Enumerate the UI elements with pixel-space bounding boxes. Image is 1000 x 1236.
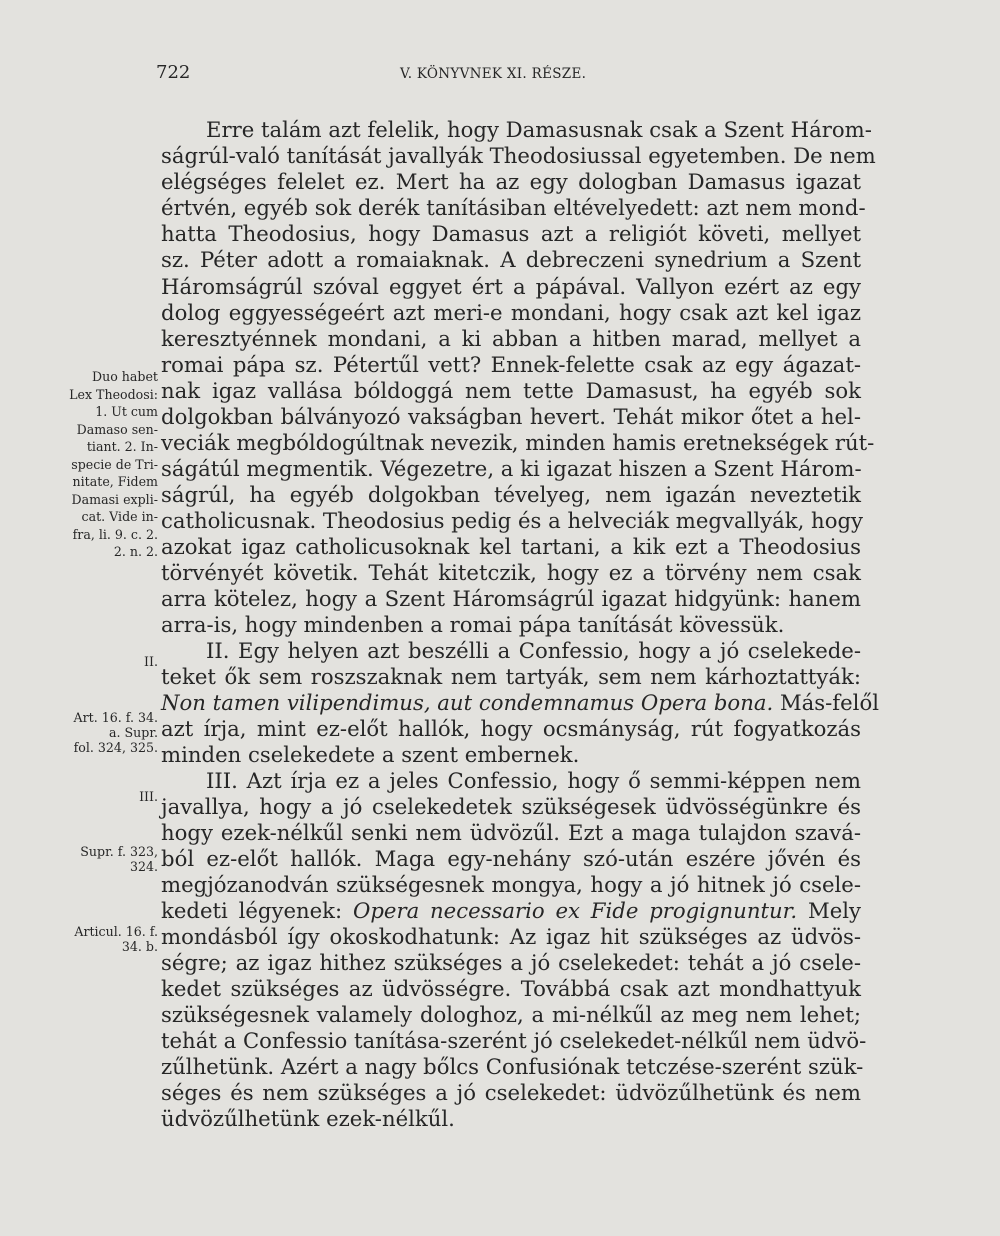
margin-note-line: Articul. 16. f. — [74, 924, 158, 939]
text-line: értvén, egyéb sok derék tanításiban eltévelyedett: azt nem mond- — [161, 195, 866, 220]
text-line: keresztyénnek mondani, a ki abban a hitben marad, mellyet a — [161, 326, 861, 351]
margin-note-line: cat. Vide in- — [81, 509, 158, 524]
margin-note-line: Duo habet — [92, 369, 158, 384]
latin-quote: Non tamen vilipendimus, aut condemnamus Opera bona. — [161, 690, 774, 715]
margin-note-line: tiant. 2. In- — [86, 439, 158, 454]
text-line: dolgokban bálványozó vakságban hevert. Tehát mikor őtet a hel- — [161, 404, 861, 429]
text-line: arra-is, hogy mindenben a romai pápa tanítását kövessük. — [161, 612, 785, 637]
margin-note-line: 1. Ut cum — [95, 404, 158, 419]
text-line: szükségesnek valamely dologhoz, a mi-nélkűl az meg nem lehet; — [161, 1002, 861, 1027]
text-line: séges és nem szükséges a jó cselekedet: üdvözűlhetünk és nem — [161, 1080, 861, 1105]
text-line: ságrúl, ha egyéb dolgokban tévelyeg, nem igazán neveztetik — [161, 482, 861, 507]
margin-note-line: Art. 16. f. 34. — [73, 710, 158, 725]
text-line: zűlhetünk. Azért a nagy bőlcs Confusiónak tetczése-szerént szük- — [161, 1054, 864, 1079]
text-line: tehát a Confessio tanítása-szerént jó cselekedet-nélkűl nem üdvö- — [161, 1028, 867, 1053]
margin-note-line: II. — [144, 654, 158, 669]
text-line: veciák megbóldogúltnak nevezik, minden hamis eretnekségek rút- — [161, 430, 875, 455]
margin-note-line: a. Supr. — [109, 725, 158, 740]
margin-note — [139, 789, 158, 804]
margin-note-line: fol. 324, 325. — [73, 740, 158, 755]
page-number: 722 — [156, 62, 191, 83]
text-line: catholicusnak. Theodosius pedig és a helveciák megvallyák, hogy — [161, 508, 863, 533]
text-line: sz. Péter adott a romaiaknak. A debreczeni synedrium a Szent — [161, 247, 861, 272]
margin-note — [80, 844, 158, 874]
text-line: Erre talám azt felelik, hogy Damasusnak csak a Szent Három- — [206, 117, 872, 142]
text-line: III. Azt írja ez a jeles Confessio, hogy ő semmi-képpen nem — [206, 768, 861, 793]
margin-note — [69, 368, 158, 561]
margin-note-line: Damasi expli- — [71, 491, 158, 507]
text-line — [161, 897, 861, 925]
running-head: V. KÖNYVNEK XI. RÉSZE. — [400, 66, 587, 82]
text-line: minden cselekedete a szent embernek. — [161, 742, 580, 767]
text-line: ságrúl-való tanítását javallyák Theodosiussal egyetemben. De nem — [161, 143, 876, 168]
text-line: arra kötelez, hogy a Szent Háromságrúl igazat hidgyünk: hanem — [161, 586, 861, 611]
text-line: II. Egy helyen azt beszélli a Confessio, hogy a jó cselekede- — [206, 638, 861, 663]
text-line — [161, 689, 879, 717]
text-line: nak igaz vallása bóldoggá nem tette Damasust, ha egyéb sok — [161, 378, 861, 403]
text-line: Háromságrúl szóval eggyet ért a pápával. Vallyon ezért az egy — [161, 274, 861, 299]
text-line: teket ők sem roszszaknak nem tartyák, sem nem kárhoztattyák: — [161, 664, 861, 689]
text-line: romai pápa sz. Pétertűl vett? Ennek-felette csak az egy ágazat- — [161, 352, 861, 377]
margin-note-line: nitate, Fidem — [72, 474, 158, 489]
margin-note-line: fra, li. 9. c. 2. — [72, 526, 158, 542]
margin-note-line: specie de Tri- — [71, 456, 158, 472]
text-line: azokat igaz catholicusoknak kel tartani, a kik ezt a Theodosius — [161, 534, 861, 559]
text-line: ból ez-előt hallók. Maga egy-nehány szó-után eszére jővén és — [161, 846, 861, 871]
text-line: kedet szükséges az üdvösségre. Továbbá csak azt mondhattyuk — [161, 976, 861, 1001]
margin-note — [144, 654, 158, 669]
margin-note-line: 34. b. — [121, 939, 158, 954]
margin-note-line: 324. — [129, 859, 158, 874]
text-line: mondásból így okoskodhatunk: Az igaz hit szükséges az üdvös- — [161, 924, 861, 949]
text-span: Mely — [797, 898, 861, 923]
text-line: hogy ezek-nélkűl senki nem üdvözűl. Ezt a maga tulajdon szavá- — [161, 820, 861, 845]
text-line: dolog eggyességeért azt meri-e mondani, hogy csak azt kel igaz — [161, 300, 861, 325]
text-line: törvényét követik. Tehát kitetczik, hogy ez a törvény nem csak — [161, 560, 861, 585]
margin-note-line: Lex Theodosi: — [69, 386, 158, 402]
margin-note-line: Damaso sen- — [76, 421, 158, 437]
text-span: Más-felől — [773, 690, 879, 715]
margin-note-line: 2. n. 2. — [113, 544, 158, 559]
text-line: javallya, hogy a jó cselekedetek szükségesek üdvösségünkre és — [161, 794, 861, 819]
text-line: ságátúl megmentik. Végezetre, a ki igazat hiszen a Szent Három- — [161, 456, 862, 481]
margin-note-line: Supr. f. 323, — [80, 844, 158, 859]
text-line: ségre; az igaz hithez szükséges a jó cselekedet: tehát a jó csele- — [161, 950, 861, 975]
text-line: azt írja, mint ez-előt hallók, hogy ocsmányság, rút fogyatkozás — [161, 716, 861, 741]
margin-note — [74, 924, 158, 954]
text-line: üdvözűlhetünk ezek-nélkűl. — [161, 1106, 455, 1131]
margin-note — [74, 710, 158, 755]
margin-note-line: III. — [139, 789, 158, 804]
text-line: hatta Theodosius, hogy Damasus azt a religiót követi, mellyet — [161, 221, 861, 246]
text-line: elégséges felelet ez. Mert ha az egy dologban Damasus igazat — [161, 169, 861, 194]
text-line: megjózanodván szükségesnek mongya, hogy a jó hitnek jó csele- — [161, 872, 861, 897]
latin-quote: Opera necessario ex Fide progignuntur. — [352, 898, 798, 923]
text-span: kedeti légyenek: — [161, 898, 353, 923]
